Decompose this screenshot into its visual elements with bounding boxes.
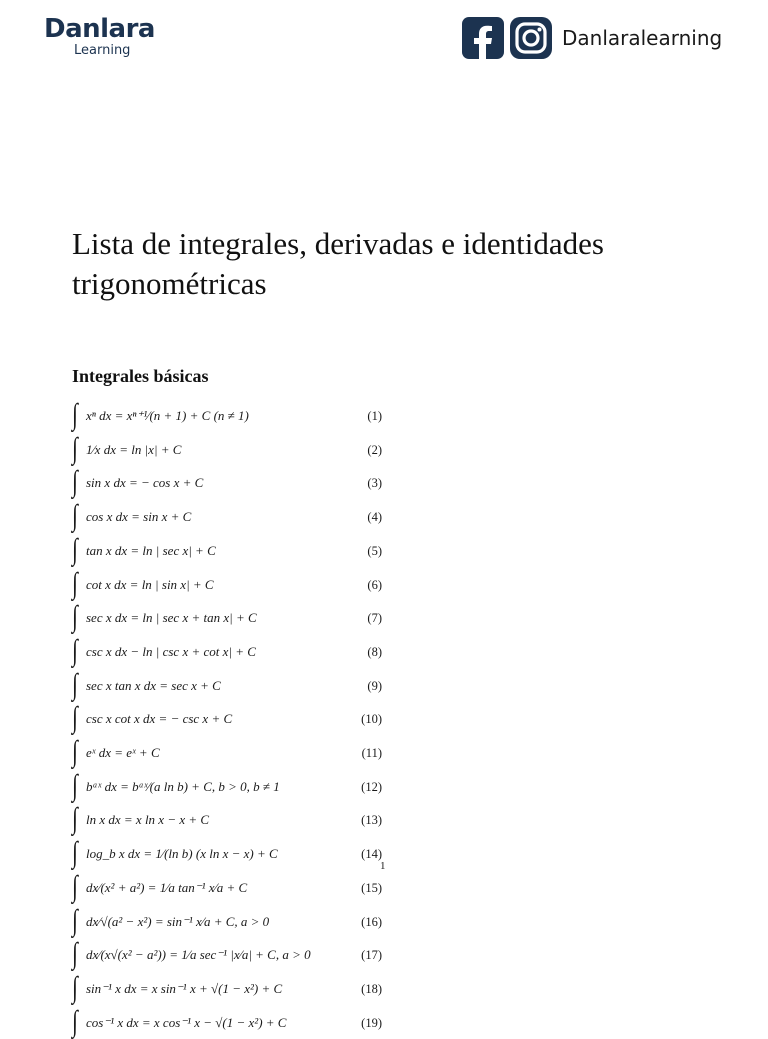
equation-number: (8)	[367, 644, 382, 659]
equation-number: (9)	[367, 678, 382, 693]
equation-number: (17)	[361, 948, 382, 963]
integral-sign: ∫	[72, 431, 78, 465]
formula-expression: cos⁻¹ x dx = x cos⁻¹ x − √(1 − x²) + C	[86, 1014, 287, 1030]
equation-number: (1)	[367, 409, 382, 423]
integral-sign: ∫	[72, 768, 78, 802]
formula-row	[72, 602, 382, 634]
equation-number: (5)	[367, 543, 382, 558]
page-number: 1	[380, 860, 386, 872]
formula-row	[72, 703, 382, 735]
formula-expression: dx⁄√(a² − x²) = sin⁻¹ x⁄a + C, a > 0	[86, 913, 270, 929]
integral-sign: ∫	[72, 937, 78, 971]
formula-row	[72, 939, 382, 971]
formula-row	[72, 1004, 382, 1039]
formula-row	[72, 633, 382, 668]
formula-row	[72, 768, 382, 803]
equation-number: (11)	[361, 746, 382, 760]
brand-name: Danlara	[44, 14, 155, 44]
integral-sign: ∫	[72, 869, 78, 903]
integral-sign: ∫	[72, 633, 78, 667]
integral-sign: ∫	[72, 735, 78, 768]
equation-number: (19)	[361, 1015, 382, 1030]
formula-row	[72, 869, 382, 904]
equation-number: (10)	[361, 712, 382, 727]
equation-number: (6)	[367, 577, 382, 592]
equation-number: (16)	[361, 914, 382, 929]
social-handle[interactable]: Danlaralearning	[562, 26, 723, 50]
formula-row	[72, 501, 382, 533]
formula-row	[72, 566, 382, 601]
formula-row	[72, 970, 382, 1005]
equation-number: (2)	[367, 442, 382, 457]
formula-expression: sin x dx = − cos x + C	[86, 475, 204, 491]
formula-row	[72, 838, 382, 870]
formula-row	[72, 431, 382, 466]
brand-subtitle: Learning	[74, 43, 131, 58]
integral-sign: ∫	[72, 836, 78, 870]
page-title: Lista de integrales, derivadas e identidades trigonométricas	[72, 226, 604, 301]
brand-logo	[44, 14, 174, 58]
formula-row	[72, 467, 382, 499]
integral-sign: ∫	[72, 667, 78, 701]
formula-expression: cos x dx = sin x + C	[86, 509, 192, 525]
integral-sign: ∫	[72, 970, 78, 1004]
instagram-icon[interactable]	[510, 17, 552, 59]
integral-sign: ∫	[72, 499, 78, 533]
formula-row	[72, 737, 382, 769]
formula-row	[72, 903, 382, 938]
integral-sign: ∫	[72, 903, 78, 937]
formula-expression: sin⁻¹ x dx = x sin⁻¹ x + √(1 − x²) + C	[86, 980, 283, 996]
integral-sign: ∫	[72, 802, 78, 836]
formula-expression: tan x dx = ln | sec x| + C	[86, 542, 216, 558]
integral-sign: ∫	[72, 532, 78, 566]
formula-expression: dx⁄(x² + a²) = 1⁄a tan⁻¹ x⁄a + C	[86, 879, 248, 895]
formula-expression: csc x dx − ln | csc x + cot x| + C	[86, 643, 256, 659]
section-title: Integrales básicas	[72, 366, 209, 386]
equation-number: (14)	[361, 847, 382, 862]
formula-expression: dx⁄(x√(x² − a²)) = 1⁄a sec⁻¹ |x⁄a| + C, a > 0	[86, 947, 311, 963]
integral-sign: ∫	[72, 398, 78, 431]
equation-number: (7)	[367, 611, 382, 626]
formula-expression: bᵃˣ dx = bᵃˣ⁄(a ln b) + C, b > 0, b ≠ 1	[86, 778, 280, 794]
facebook-icon[interactable]	[462, 17, 504, 59]
formula-row	[72, 400, 382, 432]
equation-number: (3)	[367, 476, 382, 491]
formula-expression: cot x dx = ln | sin x| + C	[86, 576, 214, 592]
formula-row	[72, 667, 382, 702]
equation-number: (12)	[361, 779, 382, 794]
equation-number: (18)	[361, 981, 382, 996]
equation-number: (4)	[367, 510, 382, 525]
formula-expression: xⁿ dx = xⁿ⁺¹⁄(n + 1) + C (n ≠ 1)	[86, 408, 249, 423]
formula-expression: log_b x dx = 1⁄(ln b) (x ln x − x) + C	[86, 846, 278, 862]
integral-sign: ∫	[72, 600, 78, 634]
formula-row	[72, 532, 382, 567]
equation-number: (15)	[361, 880, 382, 895]
integral-sign: ∫	[72, 701, 78, 735]
formula-expression: sec x dx = ln | sec x + tan x| + C	[86, 610, 257, 626]
formula-row	[72, 804, 382, 836]
integral-sign: ∫	[72, 1004, 78, 1038]
integral-sign: ∫	[72, 465, 78, 499]
formula-expression: sec x tan x dx = sec x + C	[86, 677, 221, 693]
formula-expression: 1⁄x dx = ln |x| + C	[86, 441, 182, 457]
social-links	[462, 16, 722, 60]
equation-number: (13)	[361, 813, 382, 828]
formula-expression: csc x cot x dx = − csc x + C	[86, 711, 233, 727]
integral-sign: ∫	[72, 566, 78, 600]
formula-expression: eˣ dx = eˣ + C	[86, 745, 160, 760]
formula-expression: ln x dx = x ln x − x + C	[86, 812, 210, 828]
